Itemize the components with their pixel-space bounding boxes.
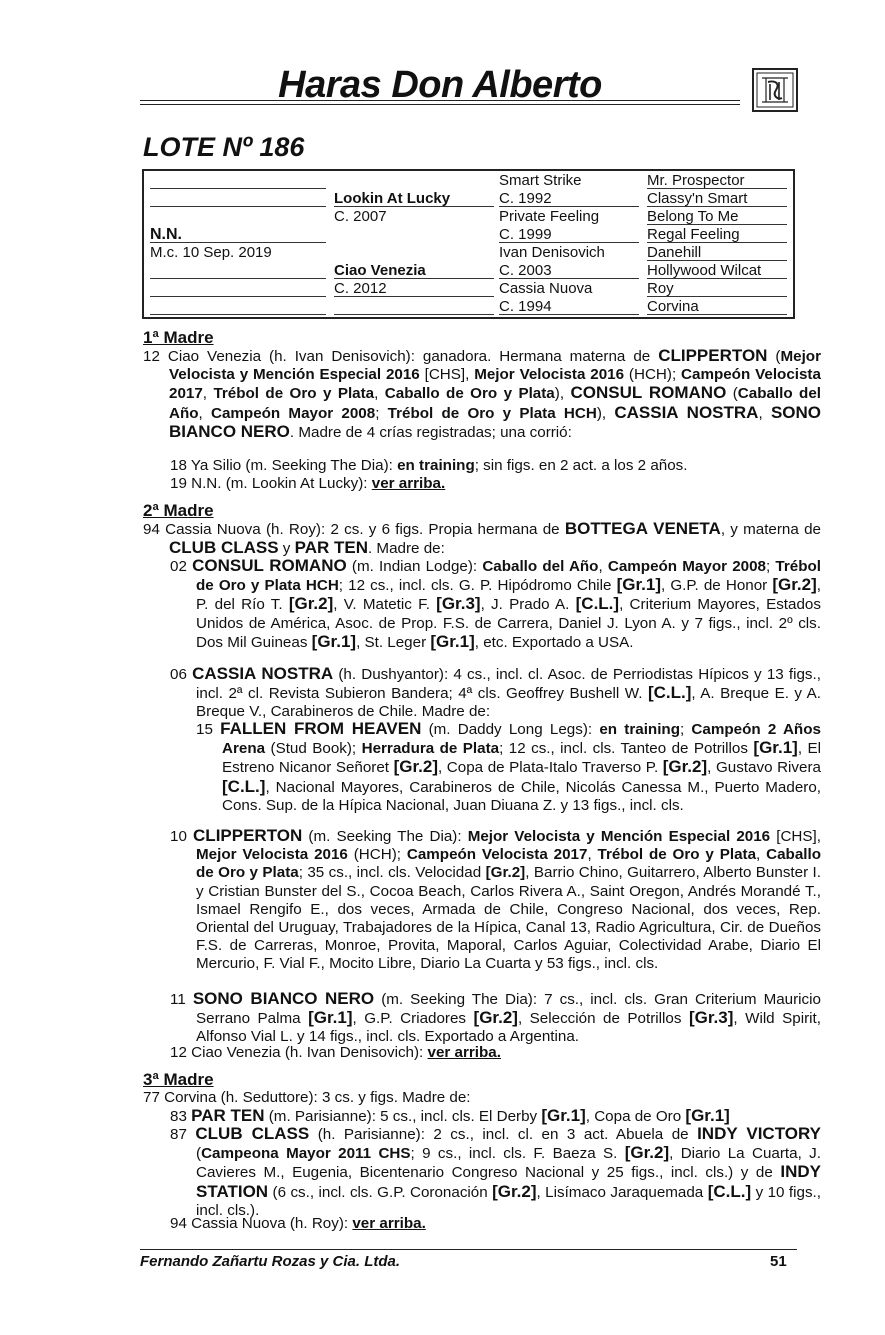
entry-text: . Madre de: xyxy=(367,540,445,558)
award: Caballo de Oro y Plata xyxy=(384,385,555,403)
section-second-dam: 2ª Madre xyxy=(143,501,214,520)
horse-name: CASSIA NOSTRA xyxy=(192,664,334,683)
entry-text: , G.P. Criadores xyxy=(352,1010,467,1028)
entry-text: , Copa de Plata-Italo Traverso P. xyxy=(438,759,659,777)
entry-text: 15 xyxy=(196,721,213,738)
grade: [C.L.] xyxy=(707,1181,752,1201)
grade: [Gr.2] xyxy=(624,1143,670,1163)
entry-text: (m. Indian Lodge): xyxy=(351,558,478,575)
award: Mejor Velocista y Mención Especial 2016 xyxy=(467,828,771,845)
second-dam-entry xyxy=(143,520,821,558)
horse-name: INDY VICTORY xyxy=(697,1124,821,1143)
entry-text: (6 cs., incl. cls. G.P. Coronación xyxy=(272,1183,488,1201)
ggparent: Classy'n Smart xyxy=(647,190,748,207)
granddam-maternal-year: C. 1994 xyxy=(499,298,552,315)
entry-text: , Lisímaco Jaraquemada xyxy=(536,1183,704,1201)
header-rule-bottom xyxy=(140,104,740,105)
grade: [Gr.3] xyxy=(688,1008,734,1028)
grade: [Gr.1] xyxy=(311,631,357,651)
entry-text: , St. Leger xyxy=(356,633,427,651)
entry-text: , Gustavo Rivera xyxy=(707,759,821,777)
grade: [Gr.1] xyxy=(616,575,661,595)
ggparent: Corvina xyxy=(647,298,699,315)
entry-text: , Selección de Potrillos xyxy=(517,1010,682,1028)
entry-text: (m. Daddy Long Legs): xyxy=(428,721,593,738)
grade: [C.L.] xyxy=(222,776,266,796)
entry-text: 02 xyxy=(170,558,187,575)
offspring-02: 02 CONSUL ROMANO (m. Indian Lodge): Caballo del Año, Campeón Mayor 2008; Trébol de Oro y Plata HCH; 12 cs., incl. cls. G. P. Hipódromo Chile [Gr.1], G.P. de Honor [Gr.2], P. del Río T. [Gr.2], V. Matetic F. [Gr.3], J. Prado A. [C.L.], Criterium Mayores, Estados Unidos de América, Asoc. de Prop. F.S. de Carrera, Daniel J. Lyon A. y 7 figs., incl. 2º cls. Dos Mil Guineas [Gr.1], St. Leger [Gr.1], etc. Exportado a USA. xyxy=(170,556,821,651)
entry-text: [CHS], xyxy=(776,828,821,845)
entry-text: y 10 figs., incl. cls.). xyxy=(196,1183,821,1219)
entry-text: , Criterium Mayores, Estados Unidos de América, Asoc. de Prop. F.S. de Carrera, Daniel J. Lyon A. y 7 figs., incl. 2º cls. Dos Mil Guineas xyxy=(196,596,821,651)
entry-text: ; 9 cs., incl. cls. F. Baeza S. xyxy=(410,1145,618,1163)
horse-name: CLIPPERTON xyxy=(193,826,303,845)
entry-text: 94 Cassia Nuova (h. Roy): 2 cs. y 6 figs. Propia hermana de xyxy=(143,521,560,538)
horse-name: N.N. xyxy=(150,226,182,243)
entry-text: 19 N.N. (m. Lookin At Lucky): xyxy=(170,475,368,492)
grade: [Gr.1] xyxy=(430,631,475,651)
entry-text: ; 12 cs., incl. cls. Tanteo de Potrillos xyxy=(499,740,748,758)
lot-number: LOTE Nº 186 xyxy=(143,132,305,162)
entry-text: , J. Prado A. xyxy=(480,596,570,614)
dam-name: Ciao Venezia xyxy=(334,262,426,279)
ggparent: Belong To Me xyxy=(647,208,739,225)
award: Trébol de Oro y Plata xyxy=(213,385,375,403)
entry-text: 12 Ciao Venezia (h. Ivan Denisovich): ganadora. Hermana materna de xyxy=(143,348,651,365)
entry-text: (HCH); xyxy=(353,846,401,864)
entry-text: (h. Dushyantor): 4 cs., incl. cl. Asoc. de Perriodistas Hípicos y 13 figs., incl. 2ª cl. Revista Subieron Bandera; 4ª cls. Geoffrey Bushell W. xyxy=(196,666,821,703)
grade: [Gr.1] xyxy=(308,1008,353,1028)
first-dam-entry: 12 Ciao Venezia (h. Ivan Denisovich): ganadora. Hermana materna de CLIPPERTON (Mejor Velocista y Mención Especial 2016 [CHS], Mejor Velocista 2016 (HCH); Campeón Velocista 2017, Trébol de Oro y Plata, Caballo de Oro y Plata), CONSUL ROMANO (Caballo del Año, Campeón Mayor 2008; Trébol de Oro y Plata HCH), CASSIA NOSTRA, SONO BIANCO NERO. Madre de 4 crías registradas; una corrió: xyxy=(143,346,821,441)
section-first-dam: 1ª Madre xyxy=(143,328,214,347)
horse-name: CASSIA NOSTRA xyxy=(614,402,759,422)
entry-text: , V. Matetic F. xyxy=(333,596,430,614)
award: Trébol de Oro y Plata xyxy=(597,846,757,864)
award: Campeón Velocista 2017 xyxy=(406,846,588,864)
page-title: Haras Don Alberto xyxy=(278,64,602,106)
third-dam-entry: 77 Corvina (h. Seduttore): 3 cs. y figs. Madre de: xyxy=(143,1089,471,1106)
grade: [Gr.3] xyxy=(436,594,481,614)
award: Mejor Velocista y Mención Especial 2016 xyxy=(169,348,821,384)
entry-text: 06 xyxy=(170,666,187,683)
horse-name: CONSUL ROMANO xyxy=(570,383,727,403)
ggparent: Roy xyxy=(647,280,674,297)
ped-line xyxy=(150,278,326,279)
offspring-06 xyxy=(170,665,821,722)
entry-text: 11 xyxy=(170,991,186,1008)
entry-text: 87 xyxy=(170,1126,187,1143)
ped-line xyxy=(150,188,326,189)
ggparent: Regal Feeling xyxy=(647,226,740,243)
grade: [C.L.] xyxy=(647,683,692,703)
award: Campeón Mayor 2008 xyxy=(211,404,376,422)
horse-name: SONO BIANCO NERO xyxy=(169,402,821,441)
horse-name: CONSUL ROMANO xyxy=(192,556,347,575)
grade: [Gr.2] xyxy=(662,757,708,777)
page-header xyxy=(140,62,800,112)
entry-text: 12 Ciao Venezia (h. Ivan Denisovich): xyxy=(170,1044,424,1061)
grade: [Gr.2] xyxy=(492,1181,537,1201)
see-above-link: ver arriba. xyxy=(427,1044,501,1061)
entry-text: ; 35 cs., incl. cls. Velocidad xyxy=(298,864,482,882)
award: Campeón Mayor 2008 xyxy=(607,558,766,575)
granddam-paternal-year: C. 1999 xyxy=(499,226,552,243)
award: Trébol de Oro y Plata HCH xyxy=(196,558,821,595)
entry-text: , Diario La Cuarta, J. Cavieres M., Eugenia, Bicentenario Congreso Nacional y 25 figs., incl. cls.) y de xyxy=(196,1145,821,1182)
award: Caballo del Año xyxy=(169,385,821,422)
grandsire-paternal-year: C. 1992 xyxy=(499,190,552,207)
granddam-paternal: Private Feeling xyxy=(499,208,600,225)
entry-text: . Madre de 4 crías registradas; una corrió: xyxy=(289,423,572,441)
entry-text: y xyxy=(282,540,291,558)
entry-text: (Stud Book); xyxy=(270,740,357,758)
award: Campeón 2 Años Arena xyxy=(222,721,821,758)
horse-birth: M.c. 10 Sep. 2019 xyxy=(150,244,272,261)
see-above-link: ver arriba. xyxy=(352,1215,426,1232)
entry-text: (m. Seeking The Dia): 7 cs., incl. cls. Gran Criterium Mauricio Serrano Palma xyxy=(196,991,821,1028)
see-above-link: ver arriba. xyxy=(371,475,446,492)
grade: [Gr.2] xyxy=(393,757,439,777)
horse-name: INDY STATION xyxy=(196,1162,821,1201)
haras-logo-icon xyxy=(752,68,798,112)
page-number: 51 xyxy=(770,1253,787,1270)
grade: [Gr.2] xyxy=(473,1008,518,1028)
sire-year: C. 2007 xyxy=(334,208,387,225)
entry-text: , A. Breque E. y A. Breque V., Carabineros de Chile. Madre de: xyxy=(196,685,821,721)
offspring-11 xyxy=(170,990,821,1047)
status: en training xyxy=(599,721,680,738)
offspring-19 xyxy=(170,475,795,493)
grade: [C.L.] xyxy=(575,594,620,614)
entry-text: , El Estreno Nicanor Señoret xyxy=(222,740,821,777)
ped-line xyxy=(334,314,494,315)
horse-name: CLIPPERTON xyxy=(658,346,768,365)
status: en training xyxy=(397,457,475,474)
entry-text: , etc. Exportado a USA. xyxy=(474,633,634,651)
offspring-94 xyxy=(170,1215,795,1233)
grandsire-maternal: Ivan Denisovich xyxy=(499,244,605,261)
grade: [Gr.2] xyxy=(485,864,526,882)
grade: [Gr.2] xyxy=(772,575,817,595)
offspring-18 xyxy=(170,457,795,475)
entry-text: , Wild Spirit, Alfonso Vial L. y 14 figs., incl. cls. Exportado a Argentina. xyxy=(196,1010,821,1046)
entry-text: (h. Parisianne): 2 cs., incl. cl. en 3 act. Abuela de xyxy=(317,1126,689,1143)
grade: [Gr.1] xyxy=(753,738,798,758)
offspring-87: 87 CLUB CLASS (h. Parisianne): 2 cs., incl. cl. en 3 act. Abuela de INDY VICTORY (Campeona Mayor 2011 CHS; 9 cs., incl. cls. F. Baeza S. [Gr.2], Diario La Cuarta, J. Cavieres M., Eugenia, Bicentenario Congreso Nacional y 25 figs., incl. cls.) y de INDY STATION (6 cs., incl. cls. G.P. Coronación [Gr.2], Lisímaco Jaraquemada [C.L.] y 10 figs., incl. cls.). xyxy=(170,1124,821,1219)
horse-name: SONO BIANCO NERO xyxy=(192,989,375,1008)
granddam-maternal: Cassia Nuova xyxy=(499,280,593,297)
award: Mejor Velocista 2016 xyxy=(196,846,348,864)
entry-text: , Copa de Oro xyxy=(585,1108,682,1125)
ped-line xyxy=(150,296,326,297)
entry-text: 83 xyxy=(170,1108,187,1125)
horse-name: PAR TEN xyxy=(294,538,368,558)
entry-text: 94 Cassia Nuova (h. Roy): xyxy=(170,1215,349,1232)
entry-text: , Barrio Chino, Guitarrero, Alberto Bunster I. y Cristian Bunster del S., Cocoa Beach, Carlos Rivera A., Saint Oregon, Andrés Morandé T., Ismael Rengifo E., dos veces, Armada de Chile, Congreso Nacional, dos veces, Rep. Oriental del Uruguay, Trabajadores de la Hípica, Canal 13, Radio Agricultura, Cir. de Dueños F.S. de Carreras, Monroe, Provita, Maporal, Carlos Aguiar, Colectividad Arabe, Diario El Mercurio, F. Vial F., Mocito Libre, Diario La Cuarta y 53 figs., incl. cls. xyxy=(196,864,821,973)
offspring-12 xyxy=(170,1044,795,1062)
offspring-10: 10 CLIPPERTON (m. Seeking The Dia): Mejor Velocista y Mención Especial 2016 [CHS], Mejor Velocista 2016 (HCH); Campeón Velocista 2017, Trébol de Oro y Plata, Caballo de Oro y Plata; 35 cs., incl. cls. Velocidad [Gr.2], Barrio Chino, Guitarrero, Alberto Bunster I. y Cristian Bunster del S., Cocoa Beach, Carlos Rivera A., Saint Oregon, Andrés Morandé T., Ismael Rengifo E., dos veces, Armada de Chile, Congreso Nacional, dos veces, Rep. Oriental del Uruguay, Trabajadores de la Hípica, Canal 13, Radio Agricultura, Cir. de Dueños F.S. de Carreras, Monroe, Provita, Maporal, Carlos Aguiar, Colectividad Arabe, Diario El Mercurio, F. Vial F., Mocito Libre, Diario La Cuarta y 53 figs., incl. cls. xyxy=(170,826,821,973)
offspring-15: 15 FALLEN FROM HEAVEN (m. Daddy Long Legs): en training; Campeón 2 Años Arena (Stud Book); Herradura de Plata; 12 cs., incl. cls. Tanteo de Potrillos [Gr.1], El Estreno Nicanor Señoret [Gr.2], Copa de Plata-Italo Traverso P. [Gr.2], Gustavo Rivera [C.L.], Nacional Mayores, Carabineros de Chile, Nicolás Canessa M., Puerto Madero, Cons. Sup. de la Hípica Nacional, Juan Diuana Z. y 13 figs., incl. cls. xyxy=(196,719,821,814)
footer-company: Fernando Zañartu Rozas y Cia. Ltda. xyxy=(140,1253,401,1270)
award: Campeona Mayor 2011 CHS xyxy=(201,1145,411,1163)
grandsire-maternal-year: C. 2003 xyxy=(499,262,552,279)
entry-text: 18 Ya Silio (m. Seeking The Dia): xyxy=(170,457,393,474)
horse-name: PAR TEN xyxy=(191,1106,265,1125)
entry-text: (m. Parisianne): 5 cs., incl. cls. El Derby xyxy=(268,1108,538,1125)
entry-text: , y materna de xyxy=(720,521,821,538)
grade: [Gr.2] xyxy=(288,594,334,614)
entry-text: , P. del Río T. xyxy=(196,577,821,614)
pedigree-table xyxy=(142,169,795,319)
award: Caballo de Oro y Plata xyxy=(196,846,821,882)
ggparent: Danehill xyxy=(647,244,702,261)
entry-text: , Nacional Mayores, Carabineros de Chile, Nicolás Canessa M., Puerto Madero, Cons. Sup. de la Hípica Nacional, Juan Diuana Z. y 13 figs., incl. cls. xyxy=(222,778,821,814)
grade: [Gr.1] xyxy=(541,1106,586,1125)
sire-name: Lookin At Lucky xyxy=(334,190,451,207)
footer-rule xyxy=(140,1249,797,1250)
ped-line xyxy=(150,314,326,315)
award: Campeón Velocista 2017 xyxy=(169,366,821,403)
ggparent: Hollywood Wilcat xyxy=(647,262,762,279)
ped-line xyxy=(150,206,326,207)
entry-text: , G.P. de Honor xyxy=(661,577,768,595)
award: Trébol de Oro y Plata HCH xyxy=(387,404,597,422)
ggparent: Mr. Prospector xyxy=(647,172,745,189)
entry-text: (HCH); xyxy=(628,366,677,384)
horse-name: FALLEN FROM HEAVEN xyxy=(220,719,422,738)
horse-name: BOTTEGA VENETA xyxy=(564,519,721,538)
grandsire-paternal: Smart Strike xyxy=(499,172,582,189)
award: Caballo del Año xyxy=(482,558,599,575)
award: Mejor Velocista 2016 xyxy=(474,366,625,384)
horse-name: CLUB CLASS xyxy=(169,538,279,558)
entry-text: 10 xyxy=(170,828,187,845)
entry-text: (m. Seeking The Dia): xyxy=(308,828,462,845)
horse-name: CLUB CLASS xyxy=(195,1124,310,1143)
grade: [Gr.1] xyxy=(685,1106,730,1125)
section-third-dam: 3ª Madre xyxy=(143,1070,214,1089)
award: Herradura de Plata xyxy=(361,740,500,758)
entry-text: ; 12 cs., incl. cls. G. P. Hipódromo Chile xyxy=(338,577,612,595)
header-rule-top xyxy=(140,100,740,101)
dam-year: C. 2012 xyxy=(334,280,387,297)
entry-text: [CHS], xyxy=(424,366,470,384)
entry-text: ; sin figs. en 2 act. a los 2 años. xyxy=(474,457,688,474)
